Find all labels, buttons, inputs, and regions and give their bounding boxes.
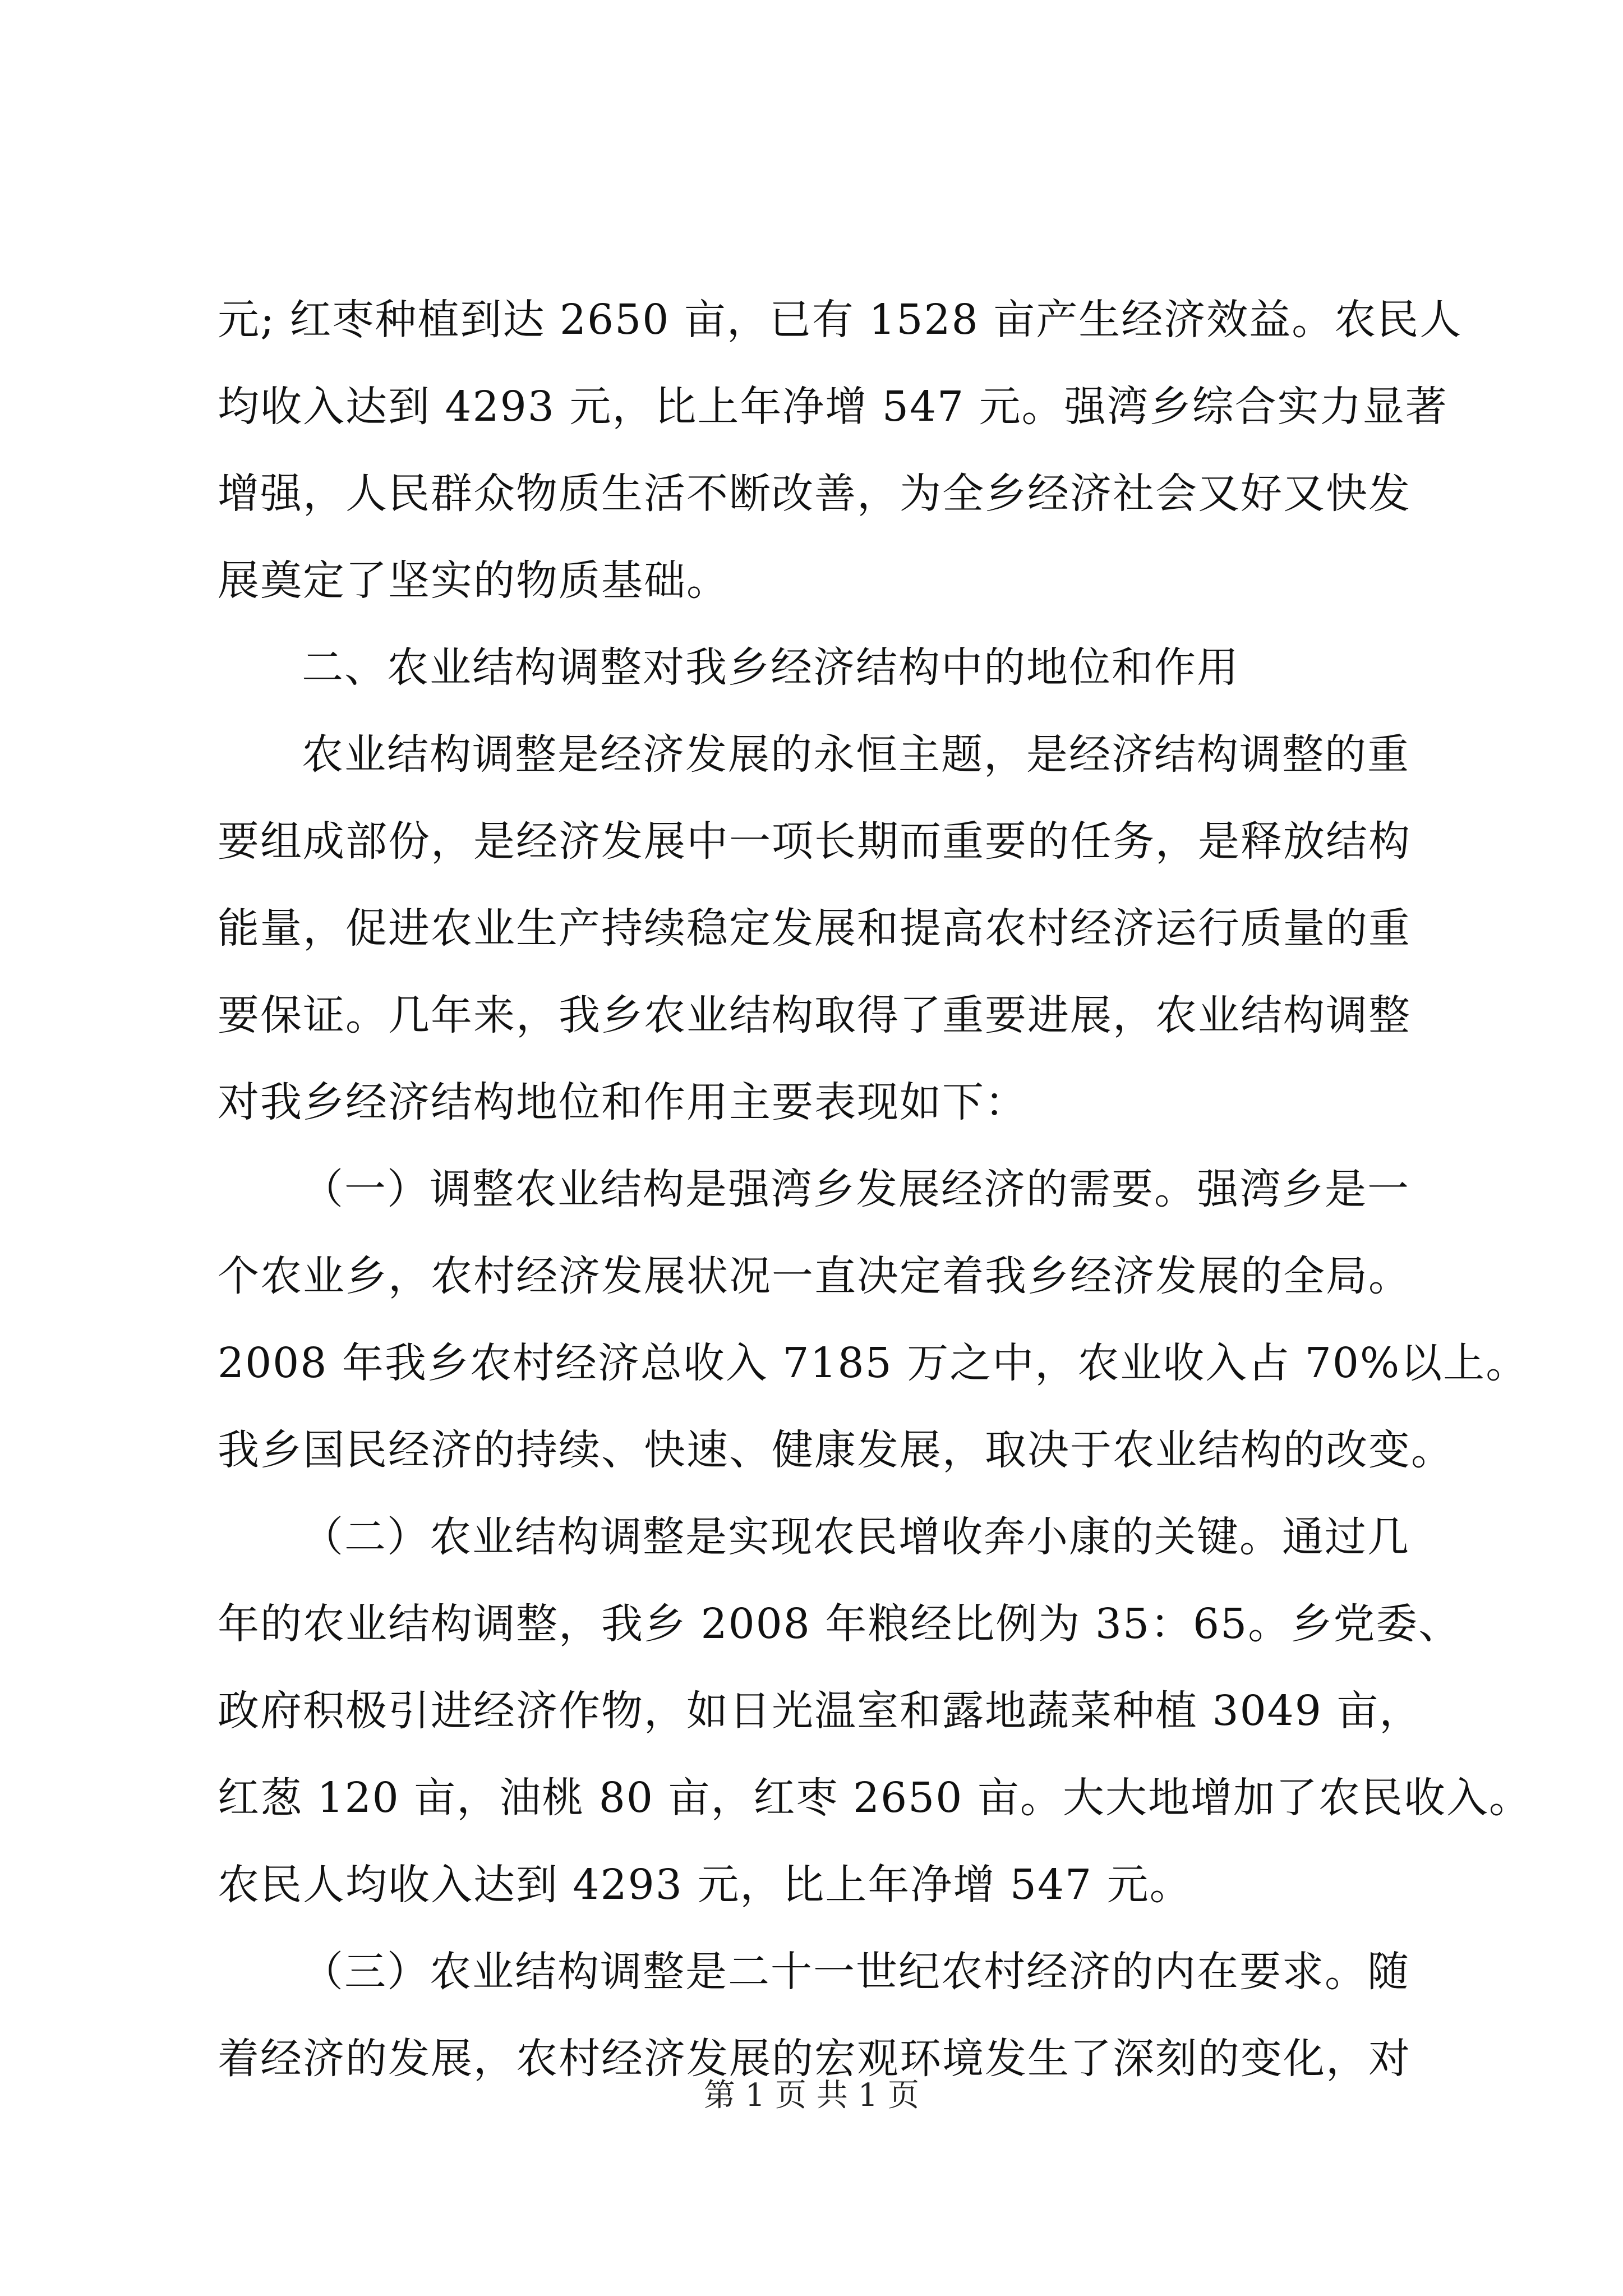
text-line: 农民人均收入达到 4293 元，比上年净增 547 元。 xyxy=(218,1861,1192,1909)
text-line: 2008 年我乡农村经济总收入 7185 万之中，农业收入占 70%以上。 xyxy=(218,1339,1529,1387)
text-line: 能量，促进农业生产持续稳定发展和提高农村经济运行质量的重 xyxy=(218,904,1411,953)
text-line: 均收入达到 4293 元，比上年净增 547 元。强湾乡综合实力显著 xyxy=(218,383,1448,431)
text-line: 农业结构调整是经济发展的永恒主题，是经济结构调整的重 xyxy=(302,730,1410,779)
text-line: 要组成部份，是经济发展中一项长期而重要的任务，是释放结构 xyxy=(218,817,1411,866)
text-line: 对我乡经济结构地位和作用主要表现如下： xyxy=(218,1078,1027,1126)
text-line: 着经济的发展，农村经济发展的宏观环境发生了深刻的变化，对 xyxy=(218,2035,1411,2083)
text-line: 增强，人民群众物质生活不断改善，为全乡经济社会又好又快发 xyxy=(218,470,1411,518)
text-line: （三）农业结构调整是二十一世纪农村经济的内在要求。随 xyxy=(302,1948,1410,1996)
page-number-footer: 第 1 页 共 1 页 xyxy=(703,2077,920,2114)
section-heading: 二、农业结构调整对我乡经济结构中的地位和作用 xyxy=(302,643,1239,692)
text-line: 个农业乡，农村经济发展状况一直决定着我乡经济发展的全局。 xyxy=(218,1252,1411,1300)
text-line: 政府积极引进经济作物，如日光温室和露地蔬菜种植 3049 亩， xyxy=(218,1687,1422,1735)
text-line: 我乡国民经济的持续、快速、健康发展，取决于农业结构的改变。 xyxy=(218,1426,1454,1474)
text-line: （一）调整农业结构是强湾乡发展经济的需要。强湾乡是一 xyxy=(302,1165,1410,1213)
text-line: 展奠定了坚实的物质基础。 xyxy=(218,556,729,605)
text-line: 红葱 120 亩，油桃 80 亩，红枣 2650 亩。大大地增加了农民收入。 xyxy=(218,1774,1532,1822)
text-line: 要保证。几年来，我乡农业结构取得了重要进展，农业结构调整 xyxy=(218,991,1411,1039)
text-line: 元; 红枣种植到达 2650 亩，已有 1528 亩产生经济效益。农民人 xyxy=(218,296,1463,344)
text-line: （二）农业结构调整是实现农民增收奔小康的关键。通过几 xyxy=(302,1513,1410,1561)
text-line: 年的农业结构调整，我乡 2008 年粮经比例为 35：65。乡党委、 xyxy=(218,1600,1461,1648)
